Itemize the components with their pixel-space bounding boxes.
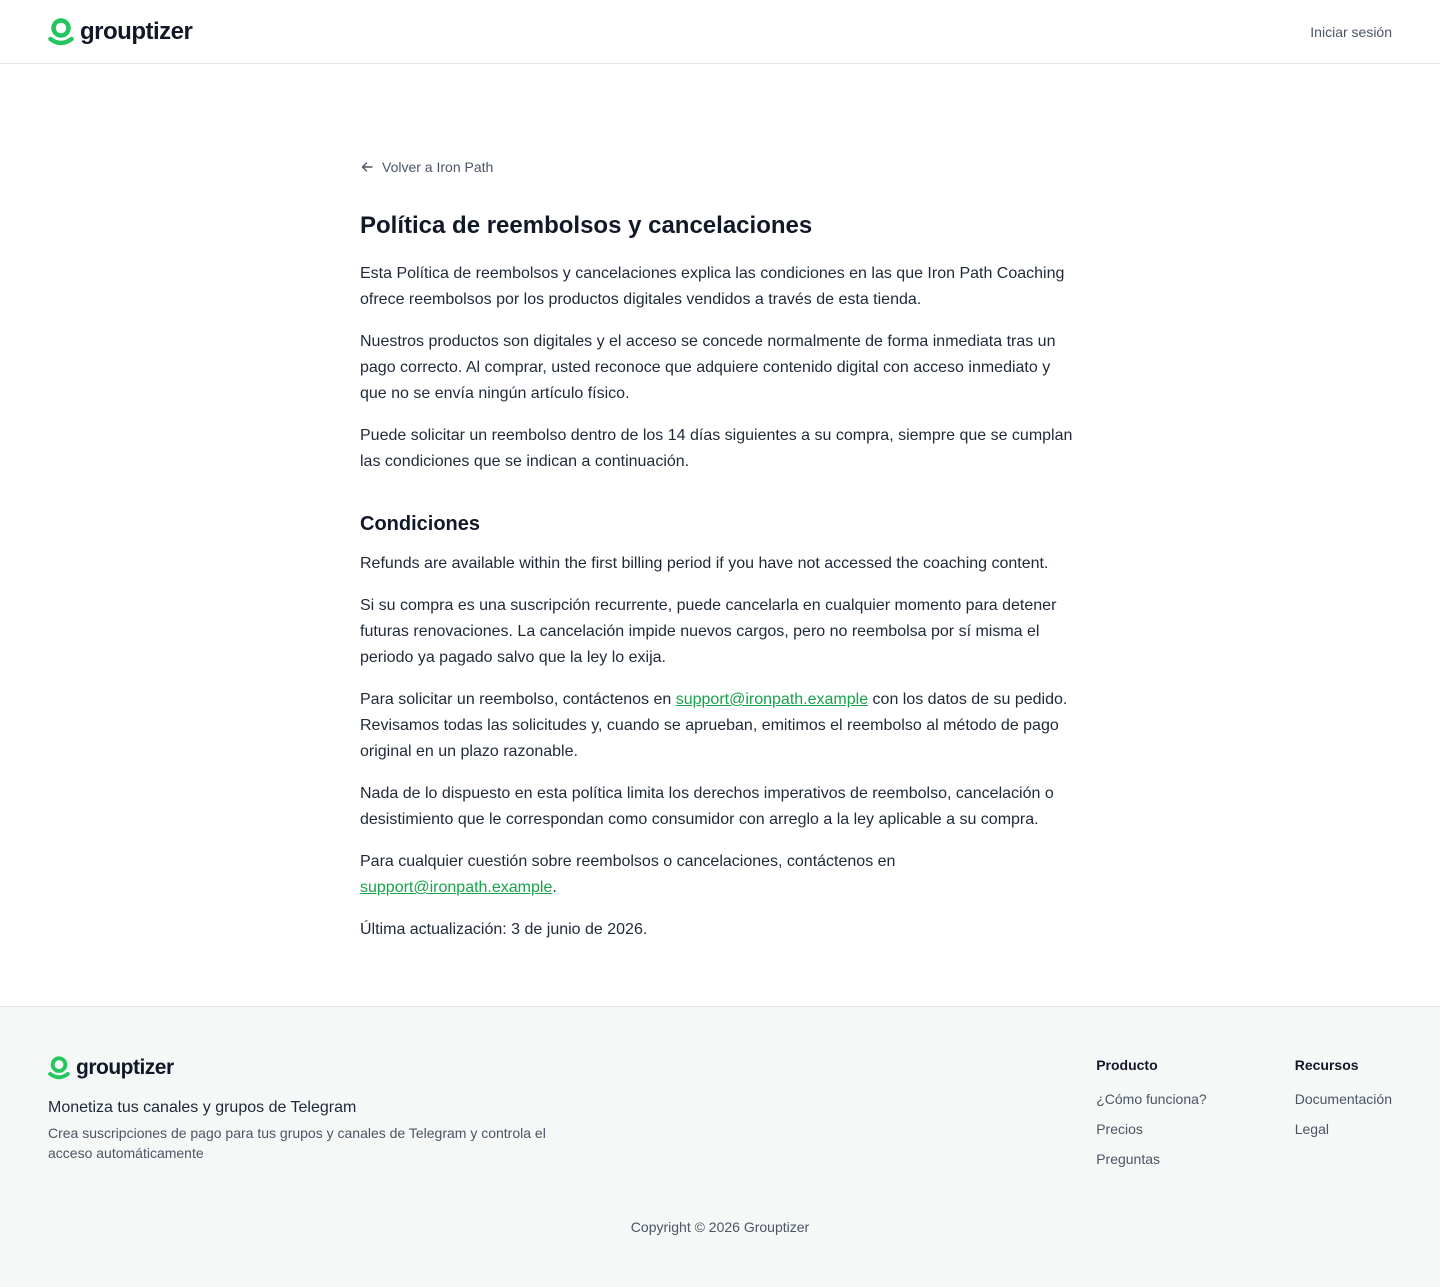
brand-name: grouptizer [76, 1056, 174, 1079]
signin-link[interactable]: Iniciar sesión [1310, 23, 1392, 40]
last-updated: Última actualización: 3 de junio de 2026. [360, 921, 648, 938]
footer-brand [48, 1055, 608, 1181]
condition-paragraph: Refunds are available within the first billing period if you have not accessed the coaching content. [360, 555, 1049, 572]
copyright: Copyright © 2026 Grouptizer [630, 1219, 810, 1235]
questions-text-before: Para cualquier cuestión sobre reembolsos o cancelaciones, contáctenos en [360, 853, 896, 870]
footer-column-producto [1096, 1057, 1207, 1181]
intro-paragraph: Nuestros productos son digitales y el acceso se concede normalmente de forma inmediata tras un pago correcto. Al comprar, usted reconoce que adquiere contenido digital con acceso inmediato y que no se envía ningún artículo físico. [360, 333, 1056, 402]
questions-text-after: . [552, 879, 557, 896]
support-email-link[interactable]: support@ironpath.example [675, 691, 869, 708]
header-logo[interactable] [48, 17, 192, 47]
footer-column-title: Recursos [1294, 1057, 1359, 1073]
footer-link-legal[interactable]: Legal [1294, 1121, 1329, 1137]
footer-tagline: Monetiza tus canales y grupos de Telegram [48, 1099, 357, 1116]
condition-paragraph: Si su compra es una suscripción recurrente, puede cancelarla en cualquier momento para detener futuras renovaciones. La cancelación impide nuevos cargos, pero no reembolsa por sí misma el periodo ya pagado salvo que la ley lo exija. [360, 597, 1057, 666]
site-footer [0, 1006, 1440, 1287]
footer-description: Crea suscripciones de pago para tus grupos y canales de Telegram y controla el acceso automáticamente [48, 1125, 546, 1161]
footer-link-como-funciona[interactable]: ¿Cómo funciona? [1096, 1091, 1207, 1107]
back-link[interactable] [360, 159, 493, 175]
contact-text-after: con los datos de su pedido. Revisamos todas las solicitudes y, cuando se aprueban, emitimos el reembolso al método de pago original en un plazo razonable. [360, 691, 1068, 760]
footer-column-recursos [1295, 1057, 1392, 1181]
section-title-conditions: Condiciones [360, 513, 481, 535]
main-content [0, 64, 1440, 1006]
contact-text-before: Para solicitar un reembolso, contáctenos en [360, 691, 676, 708]
footer-link-columns [1096, 1055, 1392, 1181]
footer-column-title: Producto [1096, 1057, 1158, 1073]
grouptizer-logo-icon [48, 17, 74, 47]
intro-paragraph: Esta Política de reembolsos y cancelaciones explica las condiciones en las que Iron Path Coaching ofrece reembolsos por los productos digitales vendidos a través de esta tienda. [360, 265, 1065, 308]
policy-article [360, 64, 1080, 943]
rights-paragraph: Nada de lo dispuesto en esta política limita los derechos imperativos de reembolso, cancelación o desistimiento que le correspondan como consumidor con arreglo a la ley aplicable a su compra. [360, 785, 1054, 828]
site-header [0, 0, 1440, 64]
page-title: Política de reembolsos y cancelaciones [360, 212, 813, 239]
questions-paragraph [360, 849, 1080, 901]
grouptizer-logo-icon [48, 1055, 70, 1081]
footer-link-precios[interactable]: Precios [1096, 1121, 1143, 1137]
footer-link-preguntas[interactable]: Preguntas [1096, 1151, 1161, 1167]
support-email-link[interactable]: support@ironpath.example [360, 879, 553, 896]
brand-name: grouptizer [80, 17, 193, 45]
footer-link-documentacion[interactable]: Documentación [1294, 1091, 1392, 1107]
arrow-left-icon [360, 160, 374, 174]
back-link-label: Volver a Iron Path [382, 159, 494, 175]
contact-paragraph [360, 687, 1080, 765]
footer-logo[interactable] [48, 1055, 608, 1081]
intro-paragraph: Puede solicitar un reembolso dentro de los 14 días siguientes a su compra, siempre que se cumplan las condiciones que se indican a continuación. [360, 427, 1073, 470]
